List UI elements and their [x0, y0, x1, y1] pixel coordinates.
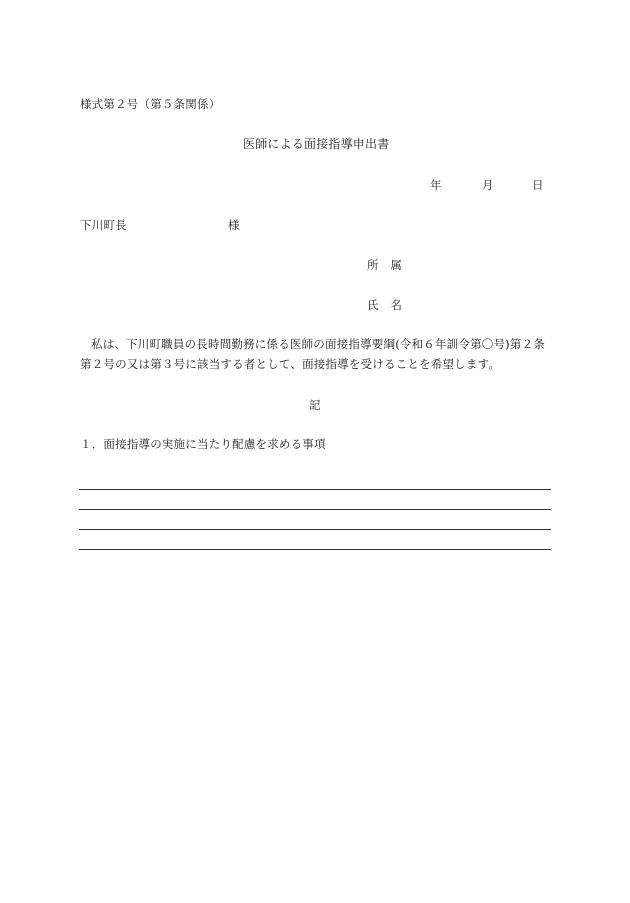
body-paragraph: 私は、下川町職員の長時間勤務に係る医師の面接指導要綱(令和６年訓令第〇号)第２条第２号の又は第３号に該当する者として、面接指導を受けることを希望します。 — [80, 337, 545, 371]
affiliation-label: 所 属 — [367, 258, 403, 272]
date-field — [430, 178, 545, 192]
item-1-heading: １．面接指導の実施に当たり配慮を求める事項 — [80, 437, 326, 451]
blank-line — [79, 509, 551, 510]
date-day-label: 日 — [532, 178, 544, 192]
document-title: 医師による面接指導申出書 — [243, 137, 390, 151]
blank-line — [79, 549, 551, 550]
ki-heading: 記 — [309, 398, 321, 412]
recipient: 下川町長 — [80, 218, 127, 232]
date-month-label: 月 — [482, 178, 494, 192]
blank-line — [79, 529, 551, 530]
form-number: 様式第２号（第５条関係） — [80, 97, 221, 111]
blank-line — [79, 489, 551, 490]
name-label: 氏 名 — [367, 298, 403, 312]
date-year-label: 年 — [430, 178, 442, 192]
honorific: 様 — [228, 218, 240, 232]
